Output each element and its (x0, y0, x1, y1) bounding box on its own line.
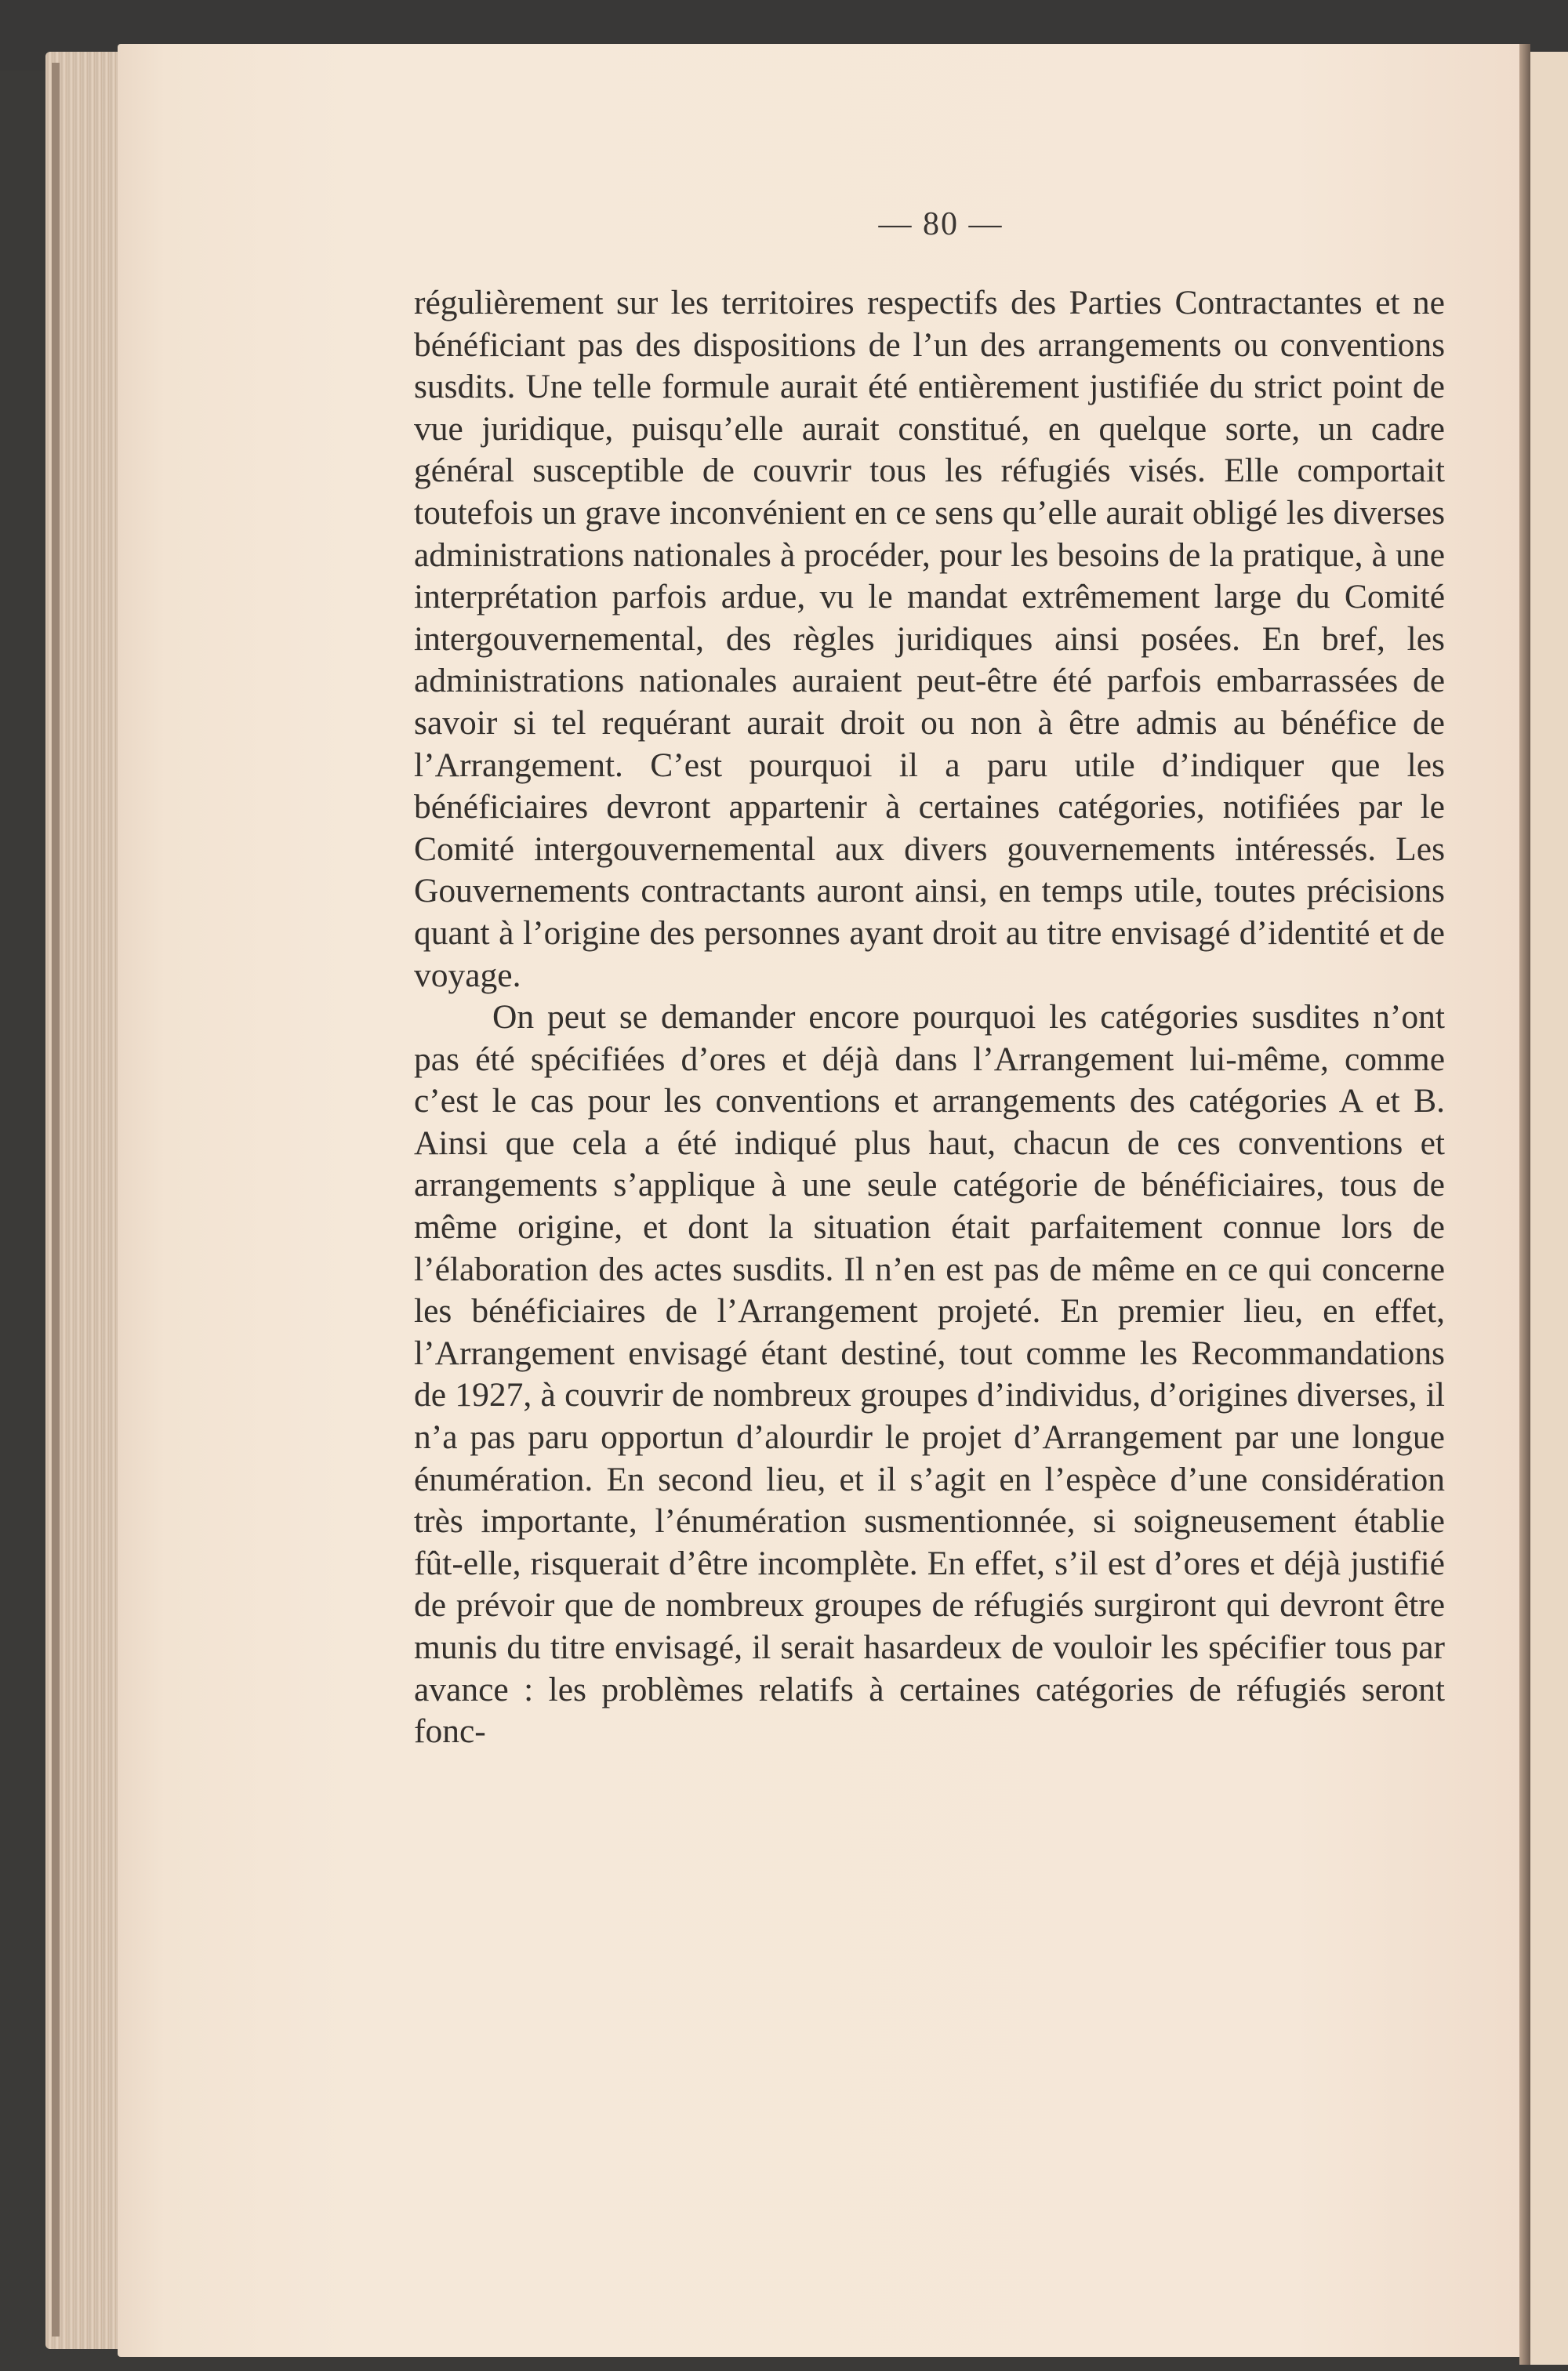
gutter-shadow (1519, 44, 1530, 2365)
paragraph-1: régulièrement sur les territoires respectifs des Parties Contractantes et ne bénéficiant pas des dispositions de l’un des arrangements ou conventions susdits. Une telle formule aurait été entièrement justifiée du strict point de vue juridique, puisqu’elle aurait constitué, en quelque sorte, un cadre général susceptible de couvrir tous les réfugiés visés. Elle comportait toutefois un grave inconvénient en ce sens qu’elle aurait obligé les diverses administrations nationales à procéder, pour les besoins de la pratique, à une interprétation parfois ardue, vu le mandat extrêmement large du Comité intergouvernemental, des règles juridiques ainsi posées. En bref, les administrations nationales auraient peut-être été parfois embarrassées de savoir si tel requérant aurait droit ou non à être admis au bénéfice de l’Arrangement. C’est pourquoi il a paru utile d’indiquer que les bénéficiaires devront appartenir à certaines catégories, notifiées par le Comité intergouvernemental aux divers gouvernements intéressés. Les Gouvernements contractants auront ainsi, en temps utile, toutes précisions quant à l’origine des personnes ayant droit au titre envisagé d’identité et de voyage. (414, 284, 1445, 994)
facing-page-edge (1529, 52, 1568, 2365)
body-text (414, 282, 1445, 1753)
paragraph-2: On peut se demander encore pourquoi les catégories susdites n’ont pas été spécifiées d’ores et déjà dans l’Arrangement lui-même, comme c’est le cas pour les conventions et arrangements des catégories A et B. Ainsi que cela a été indiqué plus haut, chacun de ces conventions et arrangements s’applique à une seule catégorie de bénéficiaires, tous de même origine, et dont la situation était parfaitement connue lors de l’élaboration des actes susdits. Il n’en est pas de même en ce qui concerne les bénéficiaires de l’Arrangement projeté. En premier lieu, en effet, l’Arrangement envisagé étant destiné, tout comme les Recommandations de 1927, à couvrir de nombreux groupes d’individus, d’origines diverses, il n’a pas paru opportun d’alourdir le projet d’Arrangement par une longue énumération. En second lieu, et il s’agit en l’espèce d’une considération très importante, l’énumération susmentionnée, si soigneusement établie fût-elle, risquerait d’être incomplète. En effet, s’il est d’ores et déjà justifié de prévoir que de nombreux groupes de réfugiés surgiront qui devront être munis du titre envisagé, il serait hasardeux de vouloir les spécifier tous par avance : les problèmes relatifs à certaines catégories de réfugiés seront fonc- (414, 998, 1445, 1751)
page-number: — 80 — (878, 206, 1004, 242)
spine-shadow (52, 63, 60, 2337)
